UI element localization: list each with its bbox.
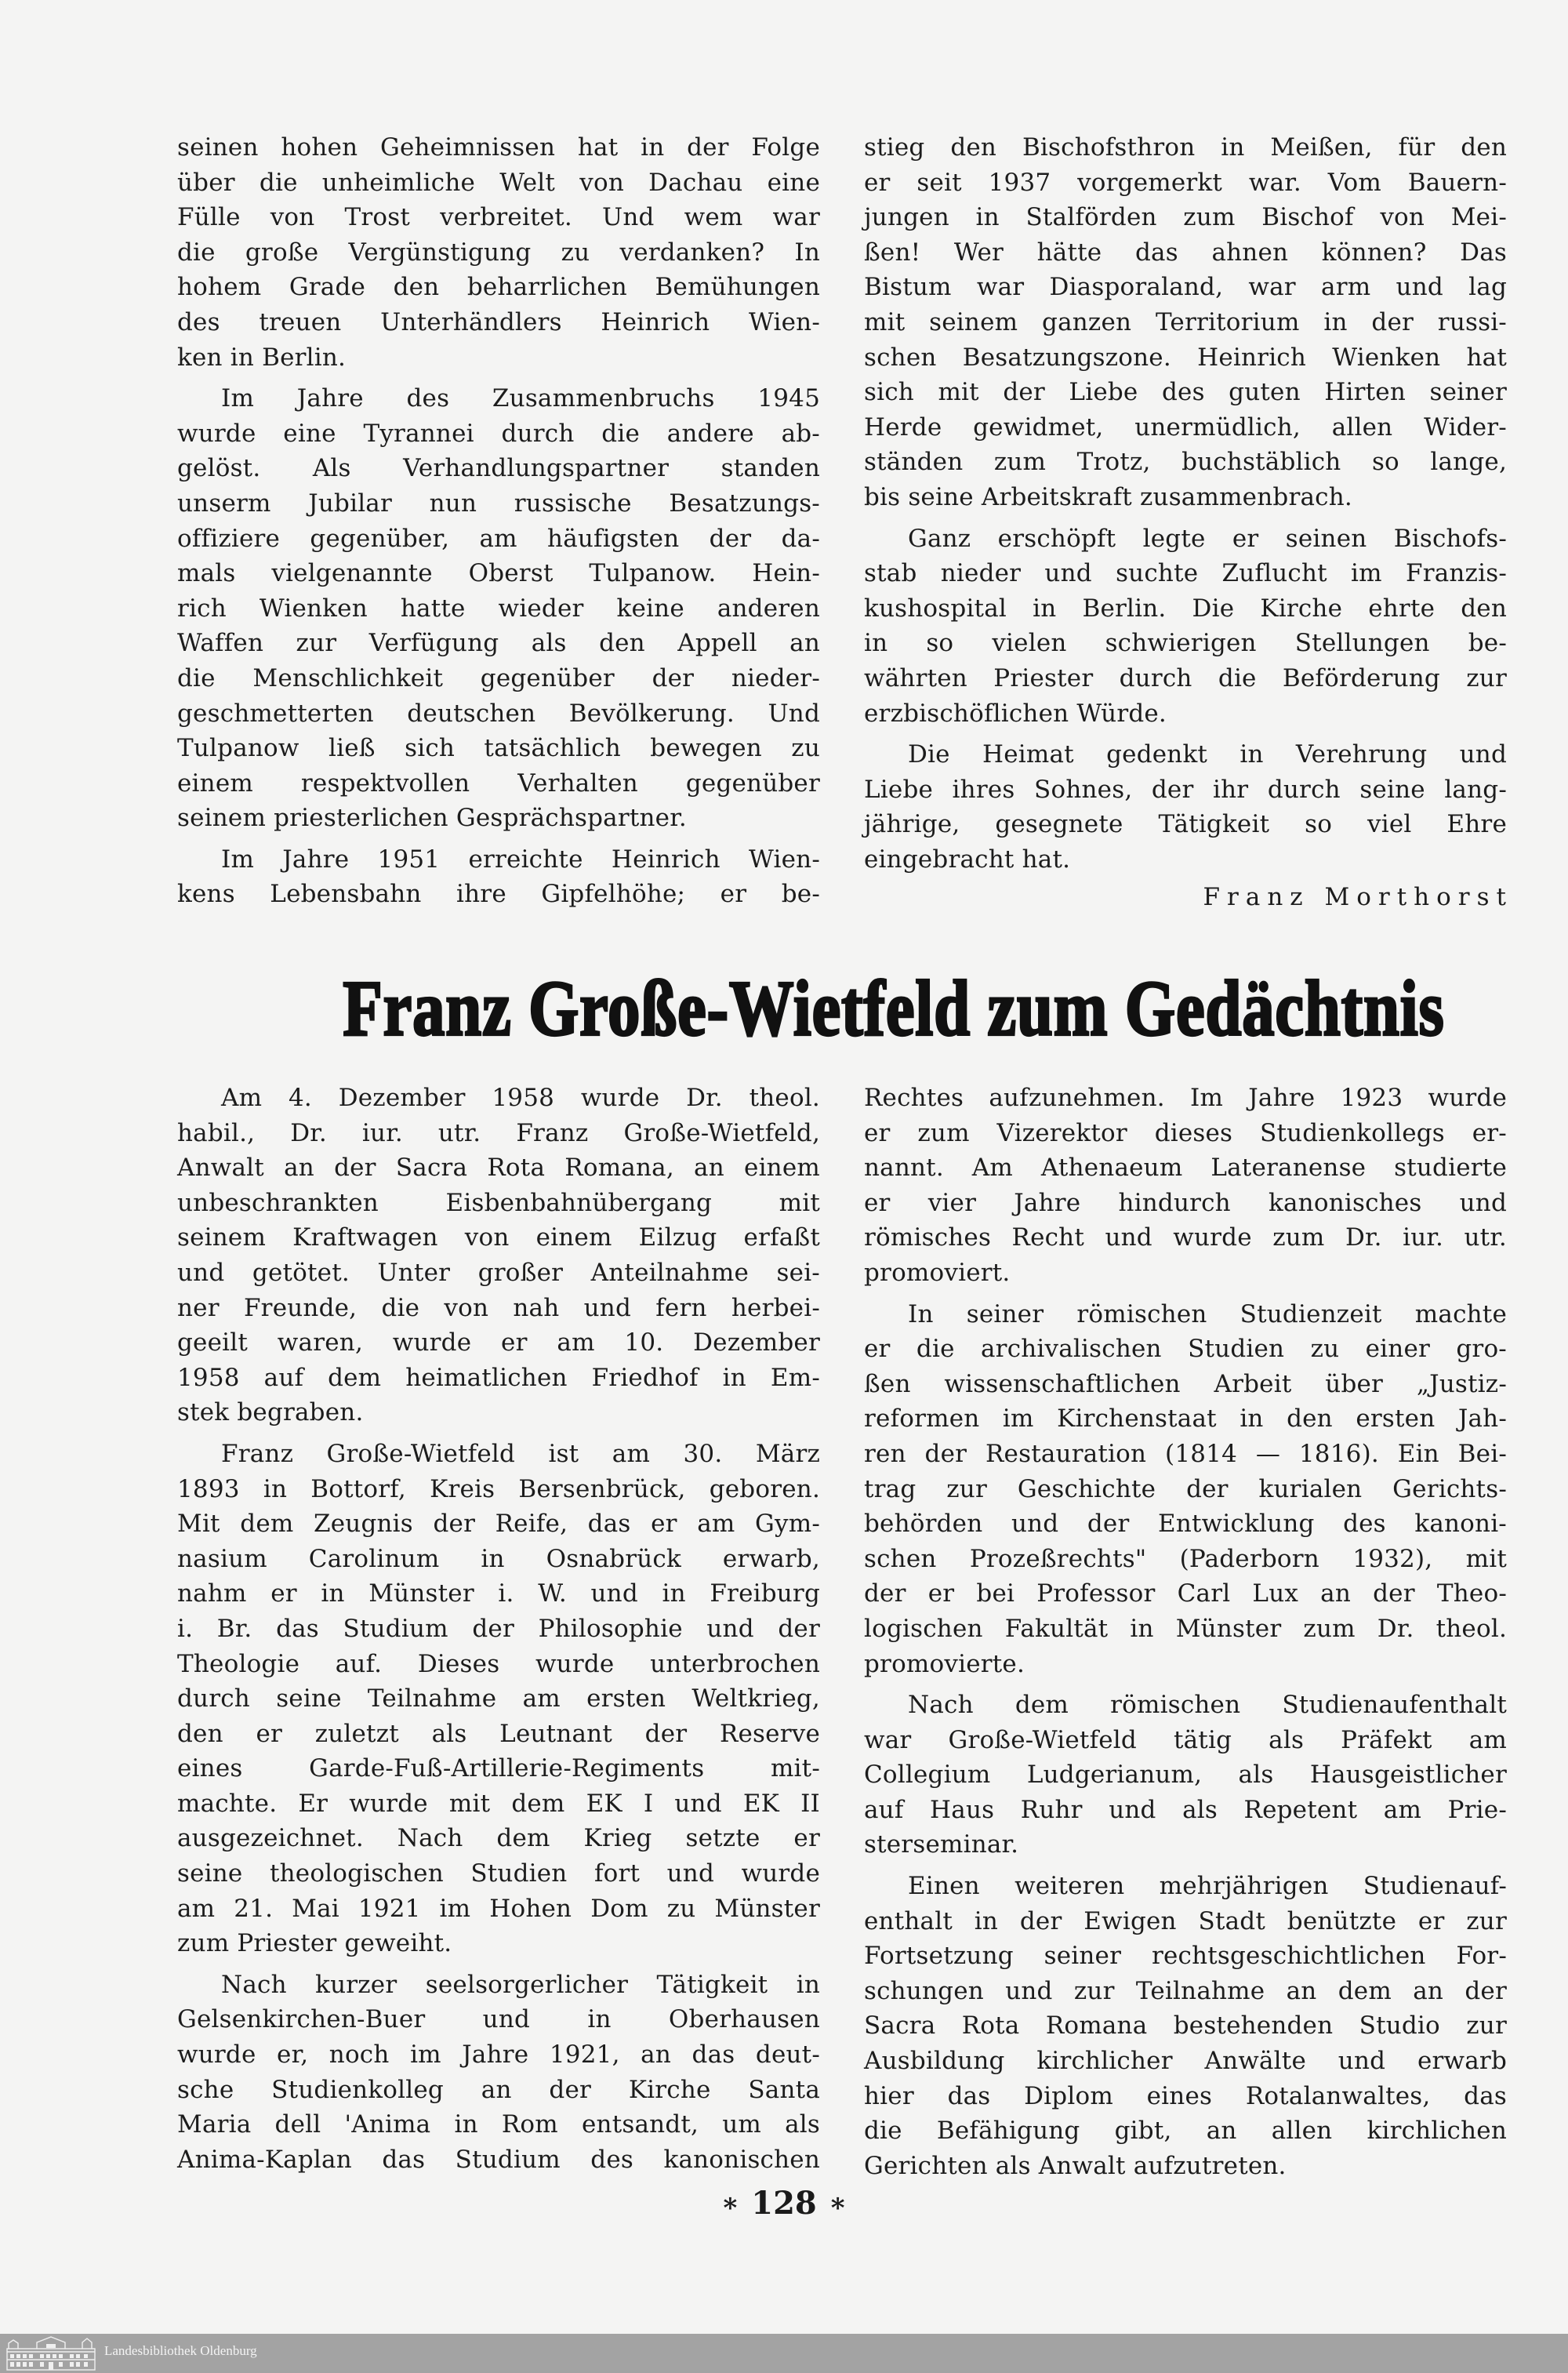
text-line: stab nieder und suchte Zuflucht im Franzis- [864, 559, 1507, 588]
text-line: reformen im Kirchenstaat in den ersten Jah- [864, 1405, 1507, 1434]
text-line: wurde eine Tyrannei durch die andere ab- [177, 419, 820, 448]
text-line: nasium Carolinum in Osnabrück erwarb, [177, 1544, 820, 1573]
article-right-column [864, 1081, 1507, 2183]
text-line: die große Vergünstigung zu verdanken? In [177, 238, 820, 267]
text-line: geeilt waren, wurde er am 10. Dezember [177, 1328, 820, 1357]
text-line: stieg den Bischofsthron in Meißen, für den [864, 133, 1507, 162]
text-line: er vier Jahre hindurch kanonisches und [864, 1188, 1507, 1217]
text-line: Ganz erschöpft legte er seinen Bischofs- [908, 524, 1507, 553]
text-line: Fülle von Trost verbreitet. Und wem war [177, 203, 820, 232]
asterisk-ornament-icon: * [723, 2193, 738, 2224]
author-signature: Franz Morthorst [1203, 883, 1513, 912]
text-line: promovierte. [864, 1649, 1025, 1678]
text-line: er zum Vizerektor dieses Studienkollegs er- [864, 1118, 1507, 1147]
text-line: eingebracht hat. [864, 845, 1071, 874]
paragraph-gap [864, 731, 1507, 737]
text-line: seine theologischen Studien fort und wurde [177, 1859, 820, 1888]
text-line: hohem Grade den beharrlichen Bemühungen [177, 273, 820, 302]
text-line: seinen hohen Geheimnissen hat in der Folge [177, 133, 820, 162]
asterisk-ornament-icon: * [830, 2193, 845, 2224]
paragraph-gap [864, 1862, 1507, 1869]
text-line: ren der Restauration (1814 — 1816). Ein Bei- [864, 1439, 1507, 1468]
text-line: und getötet. Unter großer Anteilnahme sei- [177, 1258, 820, 1287]
text-line: sich mit der Liebe des guten Hirten seiner [864, 378, 1507, 407]
text-line: Nach dem römischen Studienaufenthalt [908, 1691, 1507, 1720]
text-line: Theologie auf. Dieses wurde unterbrochen [177, 1649, 820, 1678]
text-line: kens Lebensbahn ihre Gipfelhöhe; er be- [177, 880, 820, 909]
paragraph-gap [864, 1681, 1507, 1688]
library-building-icon [5, 2336, 96, 2371]
text-line: über die unheimliche Welt von Dachau eine [177, 168, 820, 197]
text-line: am 21. Mai 1921 im Hohen Dom zu Münster [177, 1894, 820, 1923]
text-line: habil., Dr. iur. utr. Franz Große-Wietfeld, [177, 1118, 820, 1147]
text-line: Mit dem Zeugnis der Reife, das er am Gym- [177, 1510, 820, 1539]
text-line: Collegium Ludgerianum, als Hausgeistlicher [864, 1761, 1507, 1790]
text-line: eines Garde-Fuß-Artillerie-Regiments mit- [177, 1754, 820, 1783]
text-line: Tulpanow ließ sich tatsächlich bewegen zu [177, 734, 820, 763]
paragraph-gap [864, 1291, 1507, 1297]
text-line: Fortsetzung seiner rechtsgeschichtlichen For- [864, 1942, 1507, 1971]
text-line: promoviert. [864, 1258, 1011, 1287]
paragraph-gap [177, 1430, 820, 1437]
text-line: in so vielen schwierigen Stellungen be- [864, 629, 1507, 658]
text-line: Im Jahre 1951 erreichte Heinrich Wien- [221, 845, 820, 874]
text-line: jährige, gesegnete Tätigkeit so viel Ehre [864, 810, 1507, 839]
upper-right-column [864, 130, 1513, 915]
text-line: währten Priester durch die Beförderung zur [864, 663, 1507, 692]
text-line: schen Besatzungszone. Heinrich Wienken hat [864, 343, 1507, 372]
text-line: seinem priesterlichen Gesprächspartner. [177, 804, 687, 833]
upper-left-column [177, 130, 820, 912]
text-line: nahm er in Münster i. W. und in Freiburg [177, 1579, 820, 1608]
text-line: ausgezeichnet. Nach dem Krieg setzte er [177, 1824, 820, 1853]
text-line: er die archivalischen Studien zu einer gro- [864, 1335, 1507, 1364]
paragraph-gap [177, 375, 820, 381]
text-line: trag zur Geschichte der kurialen Gerichts- [864, 1474, 1507, 1503]
text-line: hier das Diplom eines Rotalanwaltes, das [864, 2081, 1507, 2110]
text-line: einem respektvollen Verhalten gegenüber [177, 769, 820, 798]
text-line: Rechtes aufzunehmen. Im Jahre 1923 wurde [864, 1084, 1507, 1112]
library-name: Landesbibliothek Oldenburg [104, 2343, 257, 2358]
text-line: zum Priester geweiht. [177, 1929, 452, 1958]
text-line: sterseminar. [864, 1830, 1019, 1859]
text-line: schungen und zur Teilnahme an dem an der [864, 1976, 1507, 2005]
text-line: nannt. Am Athenaeum Lateranense studierte [864, 1154, 1507, 1183]
text-line: kushospital in Berlin. Die Kirche ehrte den [864, 594, 1507, 623]
text-line: die Menschlichkeit gegenüber der nieder- [177, 663, 820, 692]
text-line: unbeschrankten Eisbenbahnübergang mit [177, 1188, 820, 1217]
text-line: Gerichten als Anwalt aufzutreten. [864, 2151, 1287, 2180]
text-line: bis seine Arbeitskraft zusammenbrach. [864, 482, 1352, 511]
text-line: die Befähigung gibt, an allen kirchlichen [864, 2117, 1507, 2146]
text-line: unserm Jubilar nun russische Besatzungs- [177, 489, 820, 518]
text-line: Ausbildung kirchlicher Anwälte und erwarb [864, 2047, 1507, 2076]
text-line: Waffen zur Verfügung als den Appell an [177, 629, 820, 658]
text-line: Am 4. Dezember 1958 wurde Dr. theol. [221, 1084, 820, 1112]
text-line: Nach kurzer seelsorgerlicher Tätigkeit in [221, 1970, 820, 1999]
page-number [0, 2180, 1568, 2229]
text-line: 1893 in Bottorf, Kreis Bersenbrück, geboren. [177, 1474, 820, 1503]
article-left-column [177, 1081, 820, 2177]
text-line: des treuen Unterhändlers Heinrich Wien- [177, 307, 820, 336]
text-line: durch seine Teilnahme am ersten Weltkrieg, [177, 1684, 820, 1713]
text-line: sche Studienkolleg an der Kirche Santa [177, 2075, 820, 2104]
text-line: ßen wissenschaftlichen Arbeit über „Justiz- [864, 1369, 1507, 1398]
text-line: behörden und der Entwicklung des kanoni- [864, 1510, 1507, 1539]
text-line: mals vielgenannte Oberst Tulpanow. Hein- [177, 559, 820, 588]
paragraph-gap [177, 836, 820, 842]
page-number-value: 128 [751, 2185, 817, 2222]
text-line: Herde gewidmet, unermüdlich, allen Wider- [864, 412, 1507, 442]
text-line: i. Br. das Studium der Philosophie und der [177, 1614, 820, 1643]
text-line: Einen weiteren mehrjährigen Studienauf- [908, 1872, 1507, 1901]
text-line: 1958 auf dem heimatlichen Friedhof in Em- [177, 1363, 820, 1392]
text-line: ständen zum Trotz, buchstäblich so lange, [864, 448, 1507, 477]
text-line: gelöst. Als Verhandlungspartner standen [177, 454, 820, 483]
text-line: Bistum war Diasporaland, war arm und lag [864, 273, 1507, 302]
text-line: offiziere gegenüber, am häufigsten der da- [177, 524, 820, 553]
text-line: der er bei Professor Carl Lux an der Theo- [864, 1579, 1507, 1608]
text-line: ken in Berlin. [177, 343, 347, 372]
text-line: logischen Fakultät in Münster zum Dr. theol. [864, 1614, 1507, 1643]
text-line: stek begraben. [177, 1398, 364, 1427]
text-line: erzbischöflichen Würde. [864, 699, 1167, 728]
text-line: rich Wienken hatte wieder keine anderen [177, 594, 820, 623]
footer-bar [0, 2334, 1568, 2373]
text-line: auf Haus Ruhr und als Repetent am Prie- [864, 1795, 1507, 1824]
text-line: Anima-Kaplan das Studium des kanonischen [177, 2145, 820, 2174]
paragraph-gap [177, 1961, 820, 1968]
text-line: Sacra Rota Romana bestehenden Studio zur [864, 2011, 1507, 2040]
text-line: Gelsenkirchen-Buer und in Oberhausen [177, 2005, 820, 2034]
text-line: Die Heimat gedenkt in Verehrung und [908, 740, 1507, 769]
text-line: war Große-Wietfeld tätig als Präfekt am [864, 1725, 1507, 1754]
text-line: enthalt in der Ewigen Stadt benützte er zur [864, 1906, 1507, 1935]
text-line: ner Freunde, die von nah und fern herbei- [177, 1293, 820, 1322]
text-line: geschmetterten deutschen Bevölkerung. Und [177, 699, 820, 728]
text-line: Franz Große-Wietfeld ist am 30. März [221, 1439, 820, 1468]
text-line: mit seinem ganzen Territorium in der russi- [864, 307, 1507, 336]
text-line: wurde er, noch im Jahre 1921, an das deut- [177, 2040, 820, 2070]
text-line: machte. Er wurde mit dem EK I und EK II [177, 1789, 820, 1818]
text-line: seinem Kraftwagen von einem Eilzug erfaßt [177, 1223, 820, 1252]
text-line: er seit 1937 vorgemerkt war. Vom Bauern- [864, 168, 1507, 197]
text-line: jungen in Stalförden zum Bischof von Mei- [864, 203, 1507, 232]
text-line: Liebe ihres Sohnes, der ihr durch seine lang- [864, 775, 1507, 804]
headline-text: Franz Große-Wietfeld zum Gedächtnis [343, 964, 1445, 1052]
text-line: Anwalt an der Sacra Rota Romana, an einem [177, 1154, 820, 1183]
text-line: Im Jahre des Zusammenbruchs 1945 [221, 384, 820, 413]
text-line: römisches Recht und wurde zum Dr. iur. utr. [864, 1223, 1507, 1252]
text-line: ßen! Wer hätte das ahnen können? Das [864, 238, 1507, 267]
text-line: Maria dell 'Anima in Rom entsandt, um als [177, 2110, 820, 2139]
article-headline [253, 964, 1445, 1052]
text-line: den er zuletzt als Leutnant der Reserve [177, 1719, 820, 1748]
text-line: In seiner römischen Studienzeit machte [908, 1299, 1507, 1328]
text-line: schen Prozeßrechts" (Paderborn 1932), mit [864, 1544, 1507, 1573]
paragraph-gap [864, 515, 1507, 521]
